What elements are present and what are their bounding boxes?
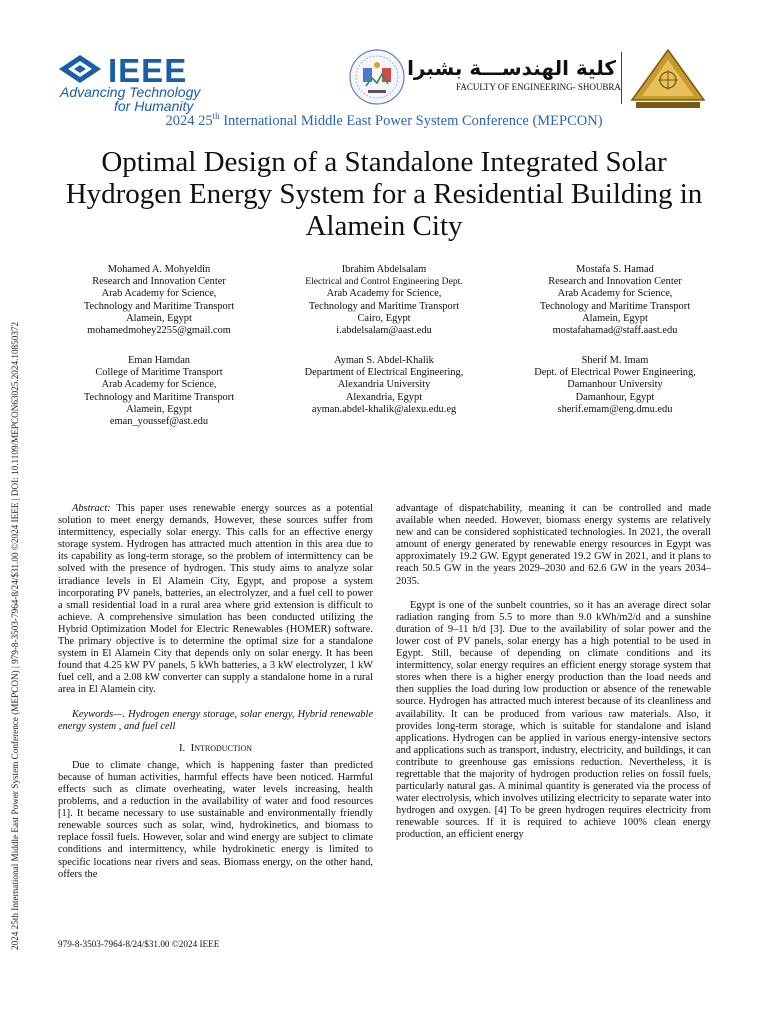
author-affiliation: Research and Innovation Center	[548, 276, 682, 288]
section-number: I.	[178, 741, 186, 754]
conference-name	[0, 111, 768, 130]
keywords-text: Hydrogen energy storage, solar energy, Hybrid renewable energy system , and fuel cell	[58, 708, 373, 732]
author-location: Alamein, Egypt	[582, 312, 648, 324]
keywords-label: Keywords—.	[72, 708, 126, 720]
author-affiliation: College of Maritime Transport	[95, 367, 223, 379]
author-email: mohamedmohey2255@gmail.com	[87, 325, 231, 337]
author-affiliation: Arab Academy for Science,	[101, 288, 217, 300]
faculty-english-name: FACULTY OF ENGINEERING- SHOUBRA	[456, 82, 621, 92]
author-location: Alamein, Egypt	[126, 403, 192, 415]
faculty-arabic-name: كلية الهندســـة بشبرا	[407, 56, 616, 80]
abstract-label: Abstract:	[72, 503, 111, 514]
author-affiliation: Arab Academy for Science,	[557, 288, 673, 300]
conference-ordinal-suffix: th	[212, 111, 220, 121]
abstract-text: This paper uses renewable energy sources as a potential solution to meet energy demands, However, these sources suffer from intermittency, especially solar energy. This calls for an effective energy storage system. Hydrogen has attracted much attention in this area due to its capability as long-term storage, so the problem of intermittency can be solved with the presence of hydrogen. This study aims to analyze solar irradiance levels in El Alamein City, Egypt, and propose a system incorporating PV panels, batteries, an electrolyzer, and a fuel cell to power a small residential load in a rural area where grid extension is difficult to achieve. A comprehensive simulation has been conducted utilizing the Hybrid Optimization Model for Electric Renewables (HOMER) software. The primary objective is to determine the optimal size for a standalone system in El Alamein City that depends only on solar energy. It has been found that 4.25 kW PV panels, 5 kWh batteries, a 3 kW electrolyzer, 1 kW fuel cell, and a 2.08 kW converter can supply a standalone home in a rural area in El Alamein city.	[58, 503, 373, 696]
logo-divider	[621, 52, 622, 104]
author-location: Alexandria, Egypt	[345, 391, 423, 403]
author-affiliation: Arab Academy for Science,	[326, 288, 442, 300]
ieee-tagline-line1: Advancing Technology	[60, 84, 201, 100]
author-email: mostafahamad@staff.aast.edu	[552, 325, 678, 337]
author-affiliation: Research and Innovation Center	[92, 276, 226, 288]
section-title: Introduction	[190, 741, 253, 754]
faculty-name-block	[407, 56, 621, 98]
right-paragraph-2: Egypt is one of the sunbelt countries, so it has an average direct solar radiation ranging from 5.5 to more than 9.0 kWh/m2/d and a sunshine duration of 9–11 h/d [3]. Due to the availability of solar power and the lower cost of PV panels, solar energy has a high potential to be used in Egypt. Still, because of depending on climate conditions and its intermittency, solar energy requires an efficient energy storage system that stores when there is a higher energy production than the load needs and then supplies the load during low production or absence of the renewable source. Hydrogen has attracted much interest because of its cleanliness and availability. It can be produced from various raw materials. Also, it provides long-term storage, which is suitable for standalone and island applications. Hydrogen can be applied in various energy-intensive sectors and applications such as transport, industry, electricity, and buildings, it can contribute to greenhouse gas emissions reduction. Nevertheless, it is regrettable that the majority of hydrogen production relies on fossil fuels, particularly natural gas. A minimal quantity is generated via the process of water electrolysis, which involves utilizing electricity to separate water into hydrogen and oxygen. [4] To be green hydrogen requires electricity from renewable sources. If it is required to achieve 100% clean energy production, an efficient energy	[396, 599, 711, 841]
mepcon-logo-icon	[348, 48, 406, 106]
author-block-4	[44, 355, 274, 428]
copyright-footer: 979-8-3503-7964-8/24/$31.00 ©2024 IEEE	[58, 939, 220, 949]
ieee-diamond-icon	[58, 54, 102, 84]
keywords	[58, 709, 373, 733]
author-location: Damanhour, Egypt	[575, 391, 655, 403]
author-affiliation: Technology and Maritime Transport	[83, 391, 235, 403]
author-name: Ayman S. Abdel-Khalik	[334, 355, 434, 366]
conference-title: International Middle East Power System Conference (MEPCON)	[219, 112, 603, 129]
author-email: eman_youssef@ast.edu	[109, 416, 209, 428]
ieee-logo	[58, 50, 228, 112]
author-email: ayman.abdel-khalik@alexu.edu.eg	[311, 403, 457, 415]
shoubra-pyramid-logo-icon	[628, 48, 708, 112]
author-block-1	[44, 264, 274, 337]
author-affiliation: Alexandria University	[337, 379, 431, 391]
author-name: Eman Hamdan	[127, 355, 191, 366]
author-name: Mostafa S. Hamad	[576, 264, 654, 275]
author-affiliation: Electrical and Control Engineering Dept.	[305, 276, 463, 288]
author-block-3	[500, 264, 730, 337]
intro-paragraph-1: Due to climate change, which is happening faster than predicted because of human activities, harmful effects have been noticed. Harmful effects such as climate overheating, water levels increasing, health problems, and a reduction in the availability of water and food resources [1]. It became necessary to use sustainable and environmentally friendly renewable sources such as solar, wind, hydrokinetics, and biomass to replace fossil fuels. However, solar and wind energy are subject to climate conditions and intermittency, while hydrokinetic energy is limited to specific locations near rivers and seas. Biomass energy, on the other hand, offers the	[58, 759, 373, 880]
author-location: Cairo, Egypt	[357, 312, 411, 324]
author-name: Ibrahim Abdelsalam	[341, 264, 427, 275]
author-affiliation: Department of Electrical Engineering,	[304, 367, 464, 379]
ieee-tagline-line2: for Humanity	[114, 98, 194, 114]
conference-year: 2024 25	[165, 112, 213, 129]
author-block-5	[269, 355, 499, 416]
author-affiliation: Dept. of Electrical Power Engineering,	[534, 367, 696, 379]
author-affiliation: Technology and Maritime Transport	[83, 300, 235, 312]
author-affiliation: Technology and Maritime Transport	[308, 300, 460, 312]
abstract	[58, 503, 373, 697]
author-name: Sherif M. Imam	[581, 355, 649, 366]
author-location: Alamein, Egypt	[126, 312, 192, 324]
section-heading	[58, 742, 373, 754]
author-affiliation: Arab Academy for Science,	[101, 379, 217, 391]
author-block-6	[500, 355, 730, 416]
author-name: Mohamed A. Mohyeldin	[107, 264, 211, 275]
author-email: sherif.emam@eng.dmu.edu	[557, 403, 673, 415]
author-affiliation: Technology and Maritime Transport	[539, 300, 691, 312]
right-column	[396, 503, 711, 842]
paper-title: Optimal Design of a Standalone Integrated Solar Hydrogen Energy System for a Residential Building in Alamein City	[65, 146, 703, 242]
ieee-wordmark: IEEE	[108, 52, 188, 89]
author-email: i.abdelsalam@aast.edu	[336, 325, 432, 337]
side-doi-text: 2024 25th International Middle East Power System Conference (MEPCON) | 979-8-3503-7964-8/24/$31.00 ©2024 IEEE | DOI: 10.1109/MEPCON63025.2024.10850372	[10, 321, 20, 950]
author-affiliation: Damanhour University	[567, 379, 663, 391]
author-block-2	[269, 264, 499, 337]
right-paragraph-1: advantage of dispatchability, meaning it can be controlled and made available when needed. However, biomass energy systems are relatively new and can be considered sophisticated technologies. In 2021, the overall amount of energy generated by renewable energy resources in Egypt was approximately 19.2 GW. Egypt generated 19.2 GW in 2021, and it plans to reach 50.5 GW in the years 2029–2030 and 62.6 GW in the years 2034–2035.	[396, 503, 711, 587]
left-column	[58, 503, 373, 881]
